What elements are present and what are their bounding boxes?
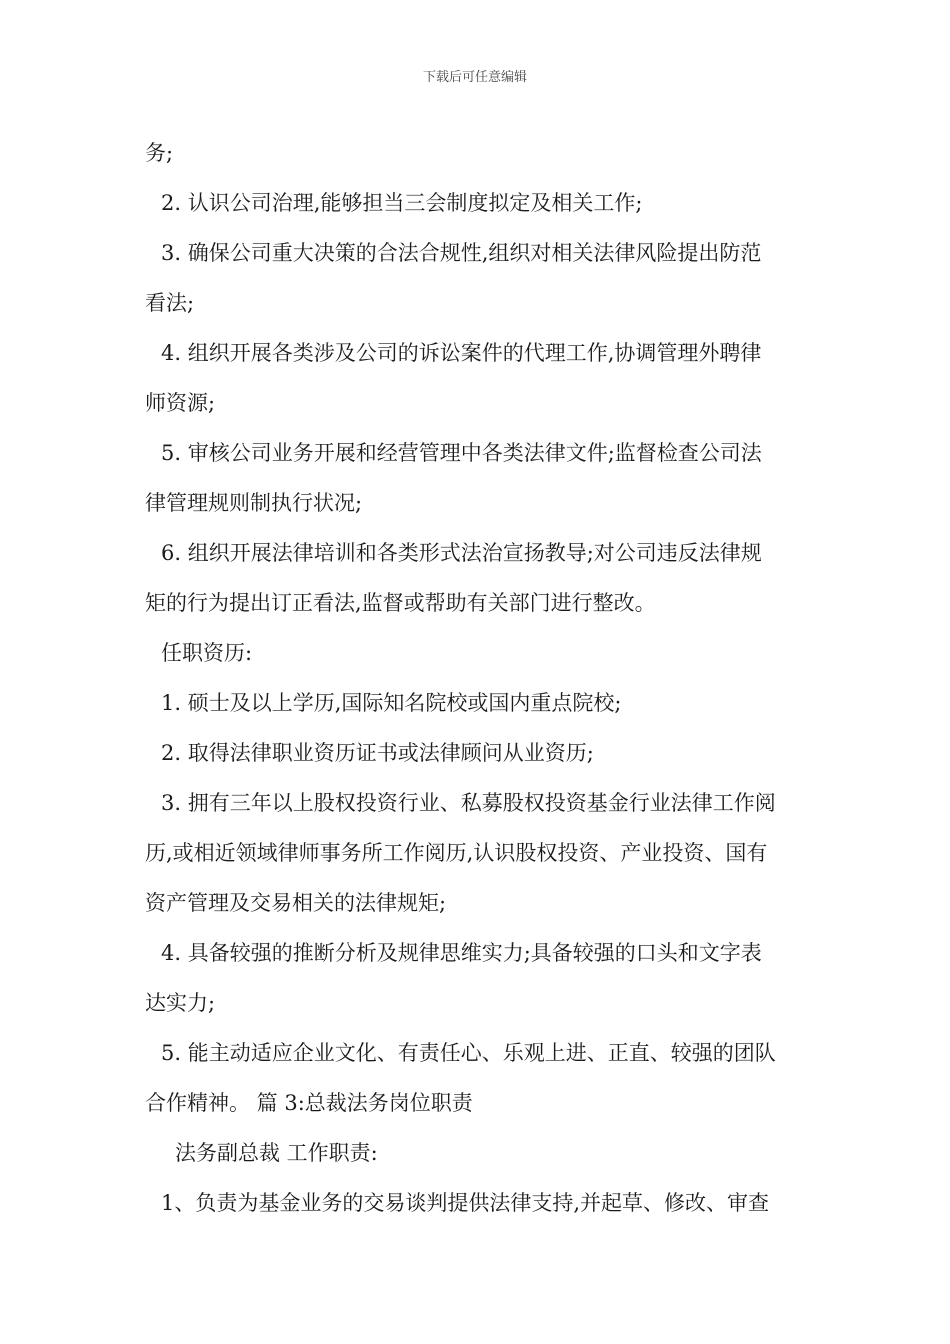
text-line: 3. 确保公司重大决策的合法合规性,组织对相关法律风险提出防范 — [161, 241, 762, 265]
text-line: 看法; — [145, 291, 195, 315]
text-line: 2. 取得法律职业资历证书或法律顾问从业资历; — [161, 741, 594, 765]
section-heading: 法务副总裁 工作职责: — [175, 1141, 378, 1165]
text-line: 师资源; — [145, 391, 216, 415]
text-line: 历,或相近领域律师事务所工作阅历,认识股权投资、产业投资、国有 — [145, 841, 768, 865]
text-line: 6. 组织开展法律培训和各类形式法治宣扬教导;对公司违反法律规 — [161, 541, 762, 565]
section-heading: 任职资历: — [161, 641, 253, 665]
text-line: 5. 能主动适应企业文化、有责任心、乐观上进、正直、较强的团队 — [161, 1041, 776, 1065]
text-line: 3. 拥有三年以上股权投资行业、私募股权投资基金行业法律工作阅 — [161, 791, 776, 815]
text-line: 资产管理及交易相关的法律规矩; — [145, 891, 447, 915]
text-line: 达实力; — [145, 991, 216, 1015]
text-line: 4. 组织开展各类涉及公司的诉讼案件的代理工作,协调管理外聘律 — [161, 341, 762, 365]
text-line: 2. 认识公司治理,能够担当三会制度拟定及相关工作; — [161, 191, 643, 215]
text-line: 矩的行为提出订正看法,监督或帮助有关部门进行整改。 — [145, 591, 656, 615]
text-line: 务; — [145, 141, 174, 165]
text-line: 1、负责为基金业务的交易谈判提供法律支持,并起草、修改、审查 — [161, 1191, 770, 1215]
text-line: 5. 审核公司业务开展和经营管理中各类法律文件;监督检查公司法 — [161, 441, 762, 465]
text-line: 4. 具备较强的推断分析及规律思维实力;具备较强的口头和文字表 — [161, 941, 762, 965]
text-line: 1. 硕士及以上学历,国际知名院校或国内重点院校; — [161, 691, 622, 715]
page-header: 下载后可任意编辑 — [422, 70, 527, 85]
document-body — [145, 128, 813, 1228]
text-line: 律管理规则制执行状况; — [145, 491, 363, 515]
text-line: 合作精神。 篇 3:总裁法务岗位职责 — [145, 1091, 473, 1115]
